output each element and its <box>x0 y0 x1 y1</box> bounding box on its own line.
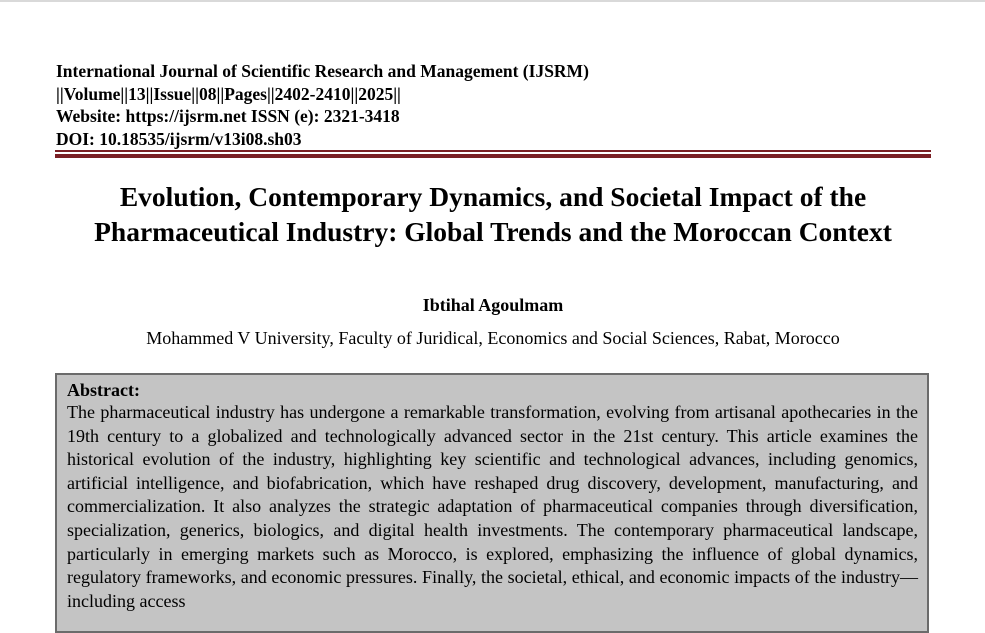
page-top-border <box>0 0 985 2</box>
journal-header <box>56 60 936 150</box>
abstract-box <box>55 373 929 633</box>
author-name: Ibtihal Agoulmam <box>422 295 564 315</box>
journal-doi: DOI: 10.18535/ijsrm/v13i08.sh03 <box>56 128 302 149</box>
abstract-text: The pharmaceutical industry has undergone a remarkable transformation, evolving from artisanal apothecaries in the 19th century to a globalized and technologically advanced sector in the 21st century. This article examines the historical evolution of the industry, highlighting key scientific and technological advances, including genomics, artificial intelligence, and biofabrication, which have reshaped drug discovery, development, manufacturing, and commercialization. It also analyzes the strategic adaptation of pharmaceutical companies through diversification, specialization, generics, biologics, and digital health investments. The contemporary pharmaceutical landscape, particularly in emerging markets such as Morocco, is explored, emphasizing the influence of global dynamics, regulatory frameworks, and economic pressures. Finally, the societal, ethical, and economic impacts of the industry—including access <box>67 402 918 611</box>
author-affiliation: Mohammed V University, Faculty of Juridical, Economics and Social Sciences, Rabat, Morocco <box>146 328 840 348</box>
abstract-heading: Abstract: <box>67 380 140 400</box>
journal-name: International Journal of Scientific Research and Management (IJSRM) <box>56 61 589 81</box>
header-divider-thick <box>55 154 931 158</box>
journal-website-issn: Website: https://ijsrm.net ISSN (e): 2321-3418 <box>56 106 400 126</box>
header-divider-thin <box>55 150 931 152</box>
paper-title: Evolution, Contemporary Dynamics, and Societal Impact of the Pharmaceutical Industry: Global Trends and the Moroccan Context <box>94 181 892 247</box>
journal-volume-issue: ||Volume||13||Issue||08||Pages||2402-2410||2025|| <box>56 83 401 104</box>
